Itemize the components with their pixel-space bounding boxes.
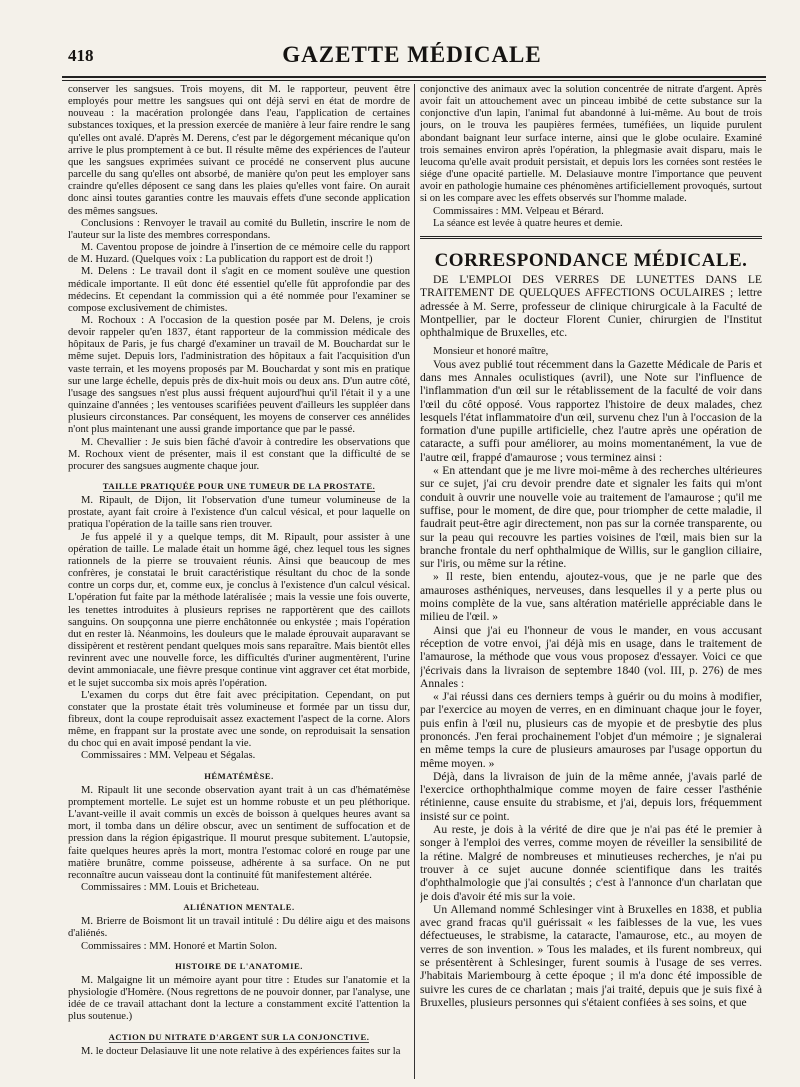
paragraph: M. Malgaigne lit un mémoire ayant pour titre : Etudes sur l'anatomie et la physiologie d'Homère. (Nous regrettons de ne pouvoir donner, par l'analyse, une idée de ce travail attachant dont la lecture a constamment excité l'attention la plus soutenue.) <box>68 974 410 1023</box>
paragraph: Commissaires : MM. Velpeau et Bérard. <box>433 205 604 217</box>
paragraph: M. Chevallier : Je suis bien fâché d'avoir à contredire les observations que M. Rochoux vient de présenter, mais il est constant que la difficulté de se procurer des sangsues augmente chaque jour. <box>68 436 410 472</box>
paragraph: « J'ai réussi dans ces derniers temps à guérir ou du moins à modifier, par l'exercice au moyen de verres, en en diminuant chaque jour le foyer, puis enfin à l'œil nu, plusieurs cas de myopie et de presbytie des plus prononcés. J'en ferai prochainement l'objet d'un mémoire ; je signalerai en même temps la cure de plusieurs amauroses par l'usage opportun du même moyen. » <box>420 690 762 770</box>
paragraph: Un Allemand nommé Schlesinger vint à Bruxelles en 1838, et publia avec grand fracas qu'il guérissait « les faiblesses de la vue, les vues défectueuses, le strabisme, la cataracte, l'amaurose, etc., au moyen de verres de son invention. » Tous les malades, et ils furent nombreux, qui se présentèrent à Schlesinger, furent soumis à l'usage de ses verres. J'habitais Mariembourg à cette époque ; il m'a donc été impossible de suivre les cures de ce charlatan ; mais j'ai traité, depuis que je suis fixé à Bruxelles, plusieurs personnes qui s'étaient confiées à ses soins, et que <box>420 902 762 1009</box>
section-heading: ACTION DU NITRATE D'ARGENT SUR LA CONJONCTIVE. <box>108 1031 370 1042</box>
journal-title: GAZETTE MÉDICALE <box>282 42 542 67</box>
paragraph: » Il reste, bien entendu, ajoutez-vous, que je ne parle que des amauroses asthéniques, nerveuses, dans lesquelles il y a perte plus ou moins complète de la vue, sans altération matérielle appréciable dans le milieu de l'œil. » <box>420 570 762 624</box>
paragraph: conjonctive des animaux avec la solution concentrée de nitrate d'argent. Après avoir fait un attouchement avec un pinceau imbibé de cette substance sur la conjonctive d'un lapin, l'animal fut abandonné à lui-même. Au bout de trois jours, on le trouva les paupières fermées, tuméfiées, un liquide purulent abondant baignant leur surface interne, ainsi que le globe oculaire. Examiné trois semaines environ après l'opération, la phlegmasie avait disparu, mais le leucoma qu'elle avait produit persistait, et depuis lors les cornées sont restées le siége d'une opacité partielle. M. Delasiauve montre l'importance que peuvent avoir en pathologie humaine ces phénomènes artificiellement provoqués, surtout si on les compare avec les effets observés sur l'homme malade. <box>420 84 762 205</box>
section-heading: ALIÉNATION MENTALE. <box>183 902 295 913</box>
paragraph: La séance est levée à quatre heures et demie. <box>433 217 623 229</box>
header-rule-thin <box>62 80 766 81</box>
paragraph: M. Rochoux : A l'occasion de la question posée par M. Delens, je crois devoir rappeler qu'en 1837, étant rapporteur de la commission médicale des hôpitaux de Paris, je fus chargé d'examiner un travail de M. Bouchardat sur le même sujet. Depuis lors, l'administration des hôpitaux a fait l'acquisition d'un vaste terrain, et les moyens proposés par M. Bouchardat y sont mis en pratique sur une large échelle, depuis près de dix-huit mois ou deux ans. D'un autre côté, l'usage des sangsues n'est plus aussi fréquent aujourd'hui qu'il l'était il y a une quinzaine d'années ; les ventouses scarifiées peuvent d'ailleurs les suppléer dans plusieurs circonstances. Par conséquent, les moyens de conserver ces annélides n'ont plus maintenant une aussi grande importance que par le passé. <box>68 314 410 436</box>
page-number: 418 <box>68 46 94 65</box>
paragraph: L'examen du corps dut être fait avec précipitation. Cependant, on put constater que la prostate était très volumineuse et formée par un tissu dur, fibreux, dont la coupe reproduisait assez exactement l'aspect de la corne. Alors même, en frappant sur la prostate avec une sonde, on reproduisait la sensation du choc qui en avait imposé pendant la vie. <box>68 689 410 750</box>
header-rule <box>62 76 766 78</box>
column-divider <box>414 84 415 1079</box>
paragraph: Conclusions : Renvoyer le travail au comité du Bulletin, inscrire le nom de l'auteur sur la liste des membres correspondans. <box>68 217 410 241</box>
page-header <box>62 30 762 70</box>
paragraph: Ainsi que j'ai eu l'honneur de vous le mander, en vous accusant réception de votre envoi, j'ai déjà mis en usage, dans le traitement de l'amaurose, la méthode que vous vous proposez d'essayer. Voici ce que j'écrivais dans la livraison de septembre 1840 (vol. III, p. 276) de mes Annales : <box>420 623 762 690</box>
article-subtitle: DE L'EMPLOI DES VERRES DE LUNETTES DANS LE TRAITEMENT DE QUELQUES AFFECTIONS OCULAIRES ; lettre adressée à M. Serre, professeur de clinique chirurgicale à la Faculté de Montpellier, par le docteur Florent Cunier, chirurgien de l'Institut ophthalmique de Bruxelles, etc. <box>420 273 762 340</box>
paragraph: M. Ripault lit une seconde observation ayant trait à un cas d'hématémèse promptement mortelle. Le sujet est un homme robuste et un peu pléthorique. L'avant-veille il avait commis un excès de boisson à quelques heures avant sa mort, il tomba dans un délire obscur, avec un sentiment de suffocation et de pression dans la région épigastrique. Il mourut presque subitement. L'autopsie, faite quelques heures après la mort, montra l'estomac coloré en rouge par une matière brunâtre, comme poisseuse, adhérente à sa surface. On ne put reconnaître aucun vaisseau dont la continuité fût manifestement altérée. <box>68 784 410 881</box>
section-separator <box>420 236 762 271</box>
left-column <box>68 84 410 1079</box>
paragraph: M. Delens : Le travail dont il s'agit en ce moment soulève une question médicale importante. Il eût donc été essentiel qu'elle fût approfondie par des médecins. Et cependant la commission qui a été nommée pour l'examiner se compose exclusivement de chimistes. <box>68 266 410 314</box>
right-column <box>420 84 762 1079</box>
section-heading: TAILLE PRATIQUÉE POUR UNE TUMEUR DE LA PROSTATE. <box>102 481 376 491</box>
paragraph: Commissaires : MM. Honoré et Martin Solon. <box>81 940 277 952</box>
salutation: Monsieur et honoré maître, <box>433 345 549 357</box>
section-heading: HISTOIRE DE L'ANATOMIE. <box>175 960 303 971</box>
paragraph: « En attendant que je me livre moi-même à des recherches ultérieures sur ce sujet, j'ai cru devoir prendre date et signaler les faits qui m'ont conduit à ouvrir une nouvelle voie au traitement de l'amaurose ; qu'il me suffise, pour le moment, de dire que, pour triompher de cette maladie, il faudrait peut-être agir directement, non pas sur la cornée transparente, ou sur la peau qui recouvre les parties voisines de l'œil, mais bien sur la branche frontale du nerf ophthalmique de Willis, sur le ganglion ciliaire, sur l'iris, ou même sur la rétine. <box>420 464 762 571</box>
paragraph: conserver les sangsues. Trois moyens, dit M. le rapporteur, peuvent être employés pour mettre les sangsues qui ont déjà servi en état de mordre de nouveau : la macération prolongée dans l'eau, l'application de certaines substances toxiques, et la pression exercée de manière à leur faire rendre le sang qu'elles ont avalé. D'après M. Derens, c'est par le dégorgement mécanique qu'on arrive le plus promptement à ce but. Il résulte même des expériences de l'auteur que les sangsues exprimées suivant ce procédé ne conservent plus aucune parcelle du sang qu'elles ont absorbé, de manière qu'on peut les employer sans craindre qu'elles déposent ce sang dans les plaies qu'elles vont faire. On aurait donc ainsi toutes garanties contre les mauvais effets d'une seconde application des mêmes sangsues. <box>68 84 410 217</box>
paragraph: M. Ripault, de Dijon, lit l'observation d'une tumeur volumineuse de la prostate, ayant fait croire à l'existence d'un calcul vésical, et pour laquelle on pratiqua l'opération de la taille sans rien trouver. <box>68 495 410 531</box>
paragraph: Vous avez publié tout récemment dans la Gazette Médicale de Paris et dans mes Annales oculistiques (avril), une Note sur l'influence de l'inflammation d'un œil sur le rétablissement de la faculté de voir dans l'œil du côté opposé. Vous rapportez l'histoire de deux malades, chez lesquels l'état inflammatoire d'un œil, survenu chez l'un à l'occasion de la formation d'une pupille artificielle, chez l'autre après une opération de cataracte, a suffi pour améliorer, au moins momentanément, la vue de l'autre œil, frappé d'amaurose ; vous terminez ainsi : <box>420 357 762 464</box>
paragraph: Je fus appelé il y a quelque temps, dit M. Ripault, pour assister à une opération de taille. Le malade était un homme âgé, chez lequel tous les signes rationnels de la pierre se trouvaient réunis. Ainsi que beaucoup de mes confrères, je constatai le bruit caractéristique résultant du choc de la sonde contre un corps dur, et, comme eux, je conclus à l'existence d'un calcul vésical. L'opération fut faite par la méthode latéralisée ; mais la vessie une fois ouverte, les tenettes introduites à plusieurs reprises ne rapportèrent que des caillots sanguins. On soupçonna une pierre enchâtonnée ou enkystée ; mais l'opération dut en rester là. Néanmoins, les douleurs que le malade éprouvait auparavant se dissipèrent et restèrent pendant quelques mois sans reparaître. Mais bientôt elles revinrent avec une nouvelle force, les difficultés d'uriner augmentèrent, l'urine devint ammoniacale, une fièvre presque continue vint aggraver cet état morbide, et le sujet succomba six mois après l'opération. <box>68 531 410 689</box>
paragraph: Commissaires : MM. Louis et Bricheteau. <box>81 882 260 893</box>
section-heading: HÉMATÉMÈSE. <box>204 770 274 781</box>
paragraph: Au reste, je dois à la vérité de dire que je n'ai pas été le premier à songer à l'emploi des verres, comme moyen de réveiller la sensibilité de la rétine. Malgré de nombreuses et minutieuses recherches, je n'ai pu trouver à ce sujet aucune donnée scientifique dans les traités d'ophthalmologie que j'ai consultés ; c'est à l'annonce d'un charlatan que je dois d'avoir été mis sur la voie. <box>420 823 762 903</box>
paragraph: M. Caventou propose de joindre à l'insertion de ce mémoire celle du rapport de M. Huzard. (Quelques voix : La publication du rapport est de droit !) <box>68 242 410 266</box>
paragraph: M. le docteur Delasiauve lit une note relative à des expériences faites sur la <box>81 1045 401 1057</box>
paragraph: M. Brierre de Boismont lit un travail intitulé : Du délire aigu et des maisons d'aliénés. <box>68 916 410 940</box>
letter-body <box>420 358 762 1010</box>
paragraph: Commissaires : MM. Velpeau et Ségalas. <box>81 750 256 762</box>
paragraph: Déjà, dans la livraison de juin de la même année, j'avais parlé de l'exercice orthophthalmique comme moyen de faire cesser l'asthénie rétinienne, cause ensuite du strabisme, et j'ai, depuis lors, fréquemment insisté sur ce point. <box>420 769 762 823</box>
correspondance-title: CORRESPONDANCE MÉDICALE. <box>434 249 748 271</box>
